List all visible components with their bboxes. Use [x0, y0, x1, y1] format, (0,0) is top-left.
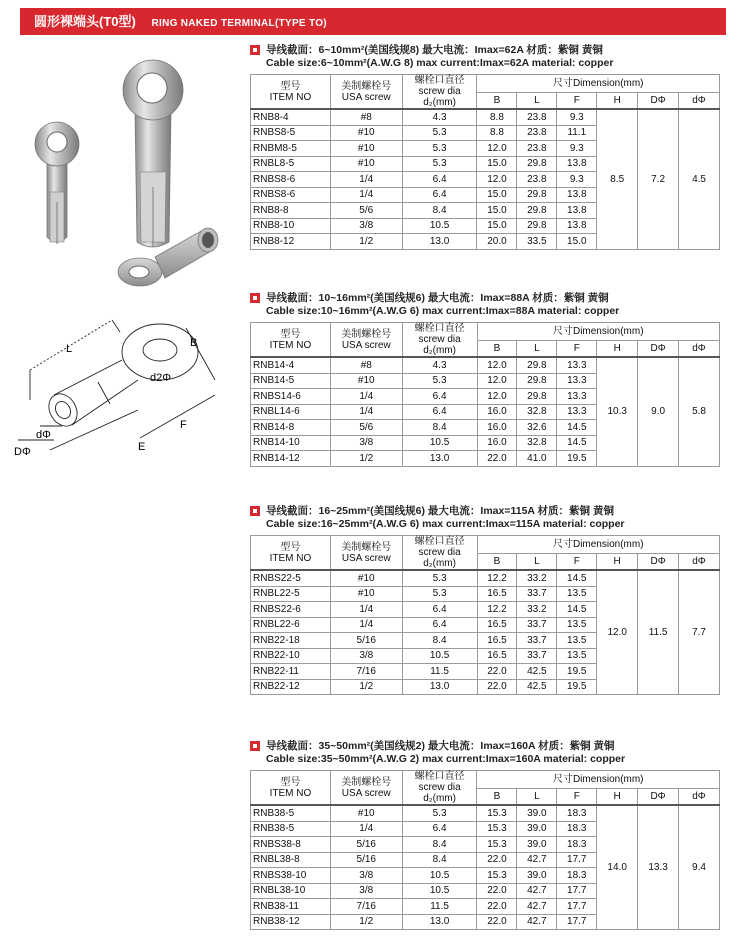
table-cell: RNBL38-8 [251, 852, 331, 868]
table-cell: 13.5 [557, 617, 597, 633]
col-d: dΦ [679, 93, 720, 110]
col-D: DΦ [638, 341, 679, 358]
table-cell: 9.3 [557, 109, 597, 125]
table-cell: 22.0 [477, 883, 517, 899]
table-cell: 42.5 [517, 664, 557, 680]
table-cell: 12.0 [477, 357, 517, 373]
cell-H: 10.3 [597, 357, 638, 466]
table-cell: RNBS38-10 [251, 868, 331, 884]
table-cell: 33.2 [517, 570, 557, 586]
spec-table [250, 535, 720, 695]
table-cell: 10.5 [402, 648, 477, 664]
table-cell: 22.0 [477, 899, 517, 915]
table-cell: 13.8 [557, 156, 597, 172]
spec-section [250, 44, 720, 250]
table-cell: 5.3 [402, 373, 477, 389]
table-cell: RNB38-5 [251, 805, 331, 821]
col-dia: 螺栓口直径 screw dia d₂(mm) [402, 771, 477, 806]
spec-line-en: Cable size:16~25mm²(A.W.G 6) max current:Imax=115A material: copper [266, 518, 625, 530]
table-cell: 7/16 [330, 899, 402, 915]
col-D: DΦ [638, 789, 679, 806]
table-cell: 17.7 [557, 852, 597, 868]
table-cell: 14.5 [557, 420, 597, 436]
table-cell: 5.3 [402, 156, 477, 172]
table-cell: 42.7 [517, 914, 557, 930]
table-cell: 12.2 [477, 602, 517, 618]
cell-D: 13.3 [638, 805, 679, 930]
label-F: F [180, 419, 187, 431]
table-cell: 15.0 [477, 187, 517, 203]
table-cell: 1/4 [330, 404, 402, 420]
col-H: H [597, 789, 638, 806]
col-dia: 螺栓口直径 screw dia d₂(mm) [402, 75, 477, 110]
col-screw: 美制螺栓号 USA screw [330, 771, 402, 806]
bullet-icon [250, 506, 260, 516]
large-ring-terminal [123, 60, 183, 247]
spec-table [250, 322, 720, 467]
table-cell: RNBL38-10 [251, 883, 331, 899]
table-cell: 3/8 [330, 218, 402, 234]
table-cell: 1/2 [330, 914, 402, 930]
table-cell: 33.7 [517, 648, 557, 664]
table-cell: 13.0 [402, 451, 477, 467]
table-cell: 6.4 [402, 821, 477, 837]
table-cell: 29.8 [517, 389, 557, 405]
label-d2: d2Φ [150, 372, 172, 384]
table-cell: 33.5 [517, 234, 557, 250]
table-cell: 1/2 [330, 234, 402, 250]
table-cell: RNB14-4 [251, 357, 331, 373]
table-cell: 15.0 [477, 218, 517, 234]
table-cell: 16.5 [477, 586, 517, 602]
spec-line-cn: 导线截面：6~10mm²(美国线规8) 最大电流：Imax=62A 材质：紫铜 黄铜 [266, 44, 603, 56]
table-cell: RNBS38-8 [251, 837, 331, 853]
table-cell: RNBS8-6 [251, 172, 331, 188]
col-d: dΦ [679, 341, 720, 358]
cell-H: 14.0 [597, 805, 638, 930]
spec-table [250, 770, 720, 930]
col-F: F [557, 554, 597, 571]
col-F: F [557, 789, 597, 806]
table-cell: 3/8 [330, 435, 402, 451]
cell-d: 4.5 [679, 109, 720, 249]
table-cell: 6.4 [402, 172, 477, 188]
table-cell: RNB14-12 [251, 451, 331, 467]
spec-header [250, 740, 720, 766]
table-cell: 42.7 [517, 852, 557, 868]
table-cell: 17.7 [557, 899, 597, 915]
table-cell: 10.5 [402, 883, 477, 899]
col-item: 型号 ITEM NO [251, 771, 331, 806]
col-d: dΦ [679, 789, 720, 806]
col-dimension: 尺寸Dimension(mm) [477, 771, 720, 789]
table-cell: 14.5 [557, 570, 597, 586]
small-ring-terminal [35, 122, 79, 244]
col-L: L [517, 93, 557, 110]
table-cell: 39.0 [517, 821, 557, 837]
table-cell: RNBL8-5 [251, 156, 331, 172]
col-B: B [477, 93, 517, 110]
spec-table [250, 74, 720, 250]
table-cell: 10.5 [402, 218, 477, 234]
table-cell: 29.8 [517, 357, 557, 373]
table-cell: 19.5 [557, 451, 597, 467]
table-cell: 13.3 [557, 389, 597, 405]
table-cell: 33.7 [517, 617, 557, 633]
table-cell: 15.0 [557, 234, 597, 250]
table-cell: 6.4 [402, 617, 477, 633]
table-cell: 42.5 [517, 679, 557, 695]
label-E: E [138, 441, 146, 453]
table-cell: 14.5 [557, 435, 597, 451]
table-cell: 13.3 [557, 357, 597, 373]
table-cell: 16.5 [477, 648, 517, 664]
table-cell: 33.7 [517, 633, 557, 649]
col-dia: 螺栓口直径 screw dia d₂(mm) [402, 323, 477, 358]
table-cell: 22.0 [477, 852, 517, 868]
table-cell: RNBM8-5 [251, 141, 331, 157]
table-cell: 5.3 [402, 141, 477, 157]
table-cell: #8 [330, 357, 402, 373]
cell-d: 9.4 [679, 805, 720, 930]
table-cell: 22.0 [477, 664, 517, 680]
bullet-icon [250, 741, 260, 751]
table-cell: 12.0 [477, 389, 517, 405]
table-cell: 13.5 [557, 648, 597, 664]
table-cell: RNBS8-6 [251, 187, 331, 203]
table-cell: RNB22-18 [251, 633, 331, 649]
table-cell: 13.0 [402, 679, 477, 695]
table-cell: #10 [330, 373, 402, 389]
table-cell: 23.8 [517, 109, 557, 125]
table-cell: 42.7 [517, 883, 557, 899]
table-cell: 13.8 [557, 187, 597, 203]
table-cell: 15.3 [477, 821, 517, 837]
table-cell: 13.0 [402, 234, 477, 250]
table-cell: RNB38-12 [251, 914, 331, 930]
table-cell: 13.0 [402, 914, 477, 930]
banner-title-cn: 圆形裸端头(T0型) [34, 14, 136, 29]
cell-H: 8.5 [597, 109, 638, 249]
col-H: H [597, 341, 638, 358]
table-cell: 8.4 [402, 852, 477, 868]
col-d: dΦ [679, 554, 720, 571]
table-cell: 6.4 [402, 404, 477, 420]
spec-line-en: Cable size:6~10mm²(A.W.G 8) max current:Imax=62A material: copper [266, 57, 614, 69]
table-cell: 5.3 [402, 586, 477, 602]
table-cell: 3/8 [330, 883, 402, 899]
col-D: DΦ [638, 554, 679, 571]
banner-title-en: RING NAKED TERMINAL(TYPE TO) [151, 18, 327, 29]
table-cell: 17.7 [557, 914, 597, 930]
table-cell: 29.8 [517, 203, 557, 219]
table-cell: 22.0 [477, 451, 517, 467]
table-cell: 23.8 [517, 125, 557, 141]
col-H: H [597, 93, 638, 110]
table-cell: 15.3 [477, 868, 517, 884]
col-F: F [557, 341, 597, 358]
table-cell: 12.2 [477, 570, 517, 586]
table-cell: RNB38-5 [251, 821, 331, 837]
col-dimension: 尺寸Dimension(mm) [477, 75, 720, 93]
col-B: B [477, 789, 517, 806]
col-H: H [597, 554, 638, 571]
table-cell: 29.8 [517, 187, 557, 203]
col-item: 型号 ITEM NO [251, 536, 331, 571]
col-screw: 美制螺栓号 USA screw [330, 75, 402, 110]
table-cell: RNB38-11 [251, 899, 331, 915]
table-cell: 14.5 [557, 602, 597, 618]
product-photo [25, 52, 235, 292]
table-cell: 8.4 [402, 837, 477, 853]
table-cell: 18.3 [557, 837, 597, 853]
table-cell: 15.3 [477, 805, 517, 821]
table-cell: 9.3 [557, 172, 597, 188]
table-row [251, 805, 720, 821]
table-cell: 3/8 [330, 868, 402, 884]
table-cell: 13.3 [557, 404, 597, 420]
table-cell: 10.5 [402, 435, 477, 451]
table-cell: 9.3 [557, 141, 597, 157]
table-cell: 16.0 [477, 404, 517, 420]
spec-section [250, 505, 720, 695]
table-cell: RNBS22-6 [251, 602, 331, 618]
table-cell: 18.3 [557, 805, 597, 821]
spec-line-en: Cable size:10~16mm²(A.W.G 6) max current:Imax=88A material: copper [266, 305, 620, 317]
col-L: L [517, 789, 557, 806]
cell-D: 9.0 [638, 357, 679, 466]
table-cell: 15.3 [477, 837, 517, 853]
table-cell: 39.0 [517, 805, 557, 821]
spec-section [250, 740, 720, 930]
table-cell: 10.5 [402, 868, 477, 884]
table-cell: 5/16 [330, 633, 402, 649]
table-cell: 1/4 [330, 617, 402, 633]
table-cell: 6.4 [402, 602, 477, 618]
table-cell: RNB14-10 [251, 435, 331, 451]
table-cell: 33.7 [517, 586, 557, 602]
table-cell: 1/4 [330, 389, 402, 405]
cell-D: 7.2 [638, 109, 679, 249]
table-cell: 13.3 [557, 373, 597, 389]
table-cell: RNBL14-6 [251, 404, 331, 420]
table-cell: 1/2 [330, 679, 402, 695]
table-cell: 12.0 [477, 373, 517, 389]
spec-line-en: Cable size:35~50mm²(A.W.G 2) max current:Imax=160A material: copper [266, 753, 626, 765]
bullet-icon [250, 45, 260, 55]
table-cell: RNB14-5 [251, 373, 331, 389]
table-cell: 32.6 [517, 420, 557, 436]
cell-H: 12.0 [597, 570, 638, 695]
table-cell: 15.0 [477, 156, 517, 172]
table-cell: 1/2 [330, 451, 402, 467]
col-D: DΦ [638, 93, 679, 110]
title-banner [20, 8, 726, 35]
table-cell: 4.3 [402, 109, 477, 125]
table-cell: 5.3 [402, 125, 477, 141]
table-cell: 29.8 [517, 373, 557, 389]
table-cell: 3/8 [330, 648, 402, 664]
spec-header [250, 292, 720, 318]
cell-d: 7.7 [679, 570, 720, 695]
label-D: DΦ [14, 446, 31, 458]
bullet-icon [250, 293, 260, 303]
table-cell: RNBS8-5 [251, 125, 331, 141]
table-cell: 8.8 [477, 109, 517, 125]
table-cell: 8.4 [402, 203, 477, 219]
label-B: B [190, 337, 198, 349]
table-cell: RNBS22-5 [251, 570, 331, 586]
col-screw: 美制螺栓号 USA screw [330, 323, 402, 358]
table-cell: 13.8 [557, 203, 597, 219]
label-d: dΦ [36, 429, 51, 441]
table-cell: 8.8 [477, 125, 517, 141]
table-row [251, 570, 720, 586]
table-cell: #10 [330, 586, 402, 602]
col-F: F [557, 93, 597, 110]
table-cell: RNB22-10 [251, 648, 331, 664]
table-row [251, 357, 720, 373]
col-screw: 美制螺栓号 USA screw [330, 536, 402, 571]
spec-header [250, 505, 720, 531]
table-cell: 1/4 [330, 602, 402, 618]
table-cell: 22.0 [477, 679, 517, 695]
col-L: L [517, 554, 557, 571]
table-cell: 39.0 [517, 837, 557, 853]
table-cell: #10 [330, 805, 402, 821]
table-cell: 17.7 [557, 883, 597, 899]
table-cell: 8.4 [402, 633, 477, 649]
table-cell: 20.0 [477, 234, 517, 250]
table-cell: RNB8-4 [251, 109, 331, 125]
col-item: 型号 ITEM NO [251, 75, 331, 110]
col-dia: 螺栓口直径 screw dia d₂(mm) [402, 536, 477, 571]
table-cell: 29.8 [517, 156, 557, 172]
spec-section [250, 292, 720, 467]
table-cell: 39.0 [517, 868, 557, 884]
table-cell: 18.3 [557, 821, 597, 837]
table-cell: 32.8 [517, 404, 557, 420]
table-cell: 32.8 [517, 435, 557, 451]
table-cell: 41.0 [517, 451, 557, 467]
table-cell: 5/16 [330, 852, 402, 868]
table-cell: RNBL22-6 [251, 617, 331, 633]
table-cell: 13.8 [557, 218, 597, 234]
table-cell: 1/4 [330, 172, 402, 188]
table-cell: 11.5 [402, 664, 477, 680]
table-cell: 16.0 [477, 435, 517, 451]
table-cell: 5/6 [330, 420, 402, 436]
table-cell: 11.5 [402, 899, 477, 915]
table-cell: 23.8 [517, 172, 557, 188]
table-cell: 11.1 [557, 125, 597, 141]
table-cell: RNB22-11 [251, 664, 331, 680]
table-cell: #10 [330, 156, 402, 172]
table-cell: 12.0 [477, 141, 517, 157]
table-cell: 23.8 [517, 141, 557, 157]
dimension-diagram [10, 300, 235, 470]
col-B: B [477, 341, 517, 358]
table-cell: 22.0 [477, 914, 517, 930]
table-row [251, 109, 720, 125]
cell-D: 11.5 [638, 570, 679, 695]
table-cell: RNB14-8 [251, 420, 331, 436]
table-cell: 16.0 [477, 420, 517, 436]
table-cell: 16.5 [477, 633, 517, 649]
table-cell: 15.0 [477, 203, 517, 219]
table-cell: 8.4 [402, 420, 477, 436]
table-cell: 29.8 [517, 218, 557, 234]
table-cell: 13.5 [557, 586, 597, 602]
table-cell: 1/4 [330, 821, 402, 837]
spec-line-cn: 导线截面：16~25mm²(美国线规6) 最大电流：Imax=115A 材质：紫铜 黄铜 [266, 505, 614, 517]
table-cell: 7/16 [330, 664, 402, 680]
spec-header [250, 44, 720, 70]
table-cell: RNB8-8 [251, 203, 331, 219]
table-cell: #10 [330, 125, 402, 141]
table-cell: 19.5 [557, 679, 597, 695]
table-cell: 19.5 [557, 664, 597, 680]
table-cell: 16.5 [477, 617, 517, 633]
table-cell: 6.4 [402, 187, 477, 203]
table-cell: RNB22-12 [251, 679, 331, 695]
table-cell: #10 [330, 570, 402, 586]
table-cell: #8 [330, 109, 402, 125]
col-L: L [517, 341, 557, 358]
table-cell: 12.0 [477, 172, 517, 188]
table-cell: #10 [330, 141, 402, 157]
spec-line-cn: 导线截面：35~50mm²(美国线规2) 最大电流：Imax=160A 材质：紫铜 黄铜 [266, 740, 615, 752]
col-B: B [477, 554, 517, 571]
table-cell: 13.5 [557, 633, 597, 649]
table-cell: 5.3 [402, 805, 477, 821]
spec-line-cn: 导线截面：10~16mm²(美国线规6) 最大电流：Imax=88A 材质：紫铜 黄铜 [266, 292, 609, 304]
table-cell: 6.4 [402, 389, 477, 405]
col-item: 型号 ITEM NO [251, 323, 331, 358]
table-cell: RNB8-12 [251, 234, 331, 250]
col-dimension: 尺寸Dimension(mm) [477, 536, 720, 554]
table-cell: 18.3 [557, 868, 597, 884]
table-cell: 4.3 [402, 357, 477, 373]
cell-d: 5.8 [679, 357, 720, 466]
table-cell: 1/4 [330, 187, 402, 203]
table-cell: RNBL22-5 [251, 586, 331, 602]
label-L: L [66, 343, 73, 355]
table-cell: 33.2 [517, 602, 557, 618]
table-cell: RNBS14-6 [251, 389, 331, 405]
table-cell: 42.7 [517, 899, 557, 915]
table-cell: 5/16 [330, 837, 402, 853]
table-cell: RNB8-10 [251, 218, 331, 234]
table-cell: 5/6 [330, 203, 402, 219]
col-dimension: 尺寸Dimension(mm) [477, 323, 720, 341]
table-cell: 5.3 [402, 570, 477, 586]
